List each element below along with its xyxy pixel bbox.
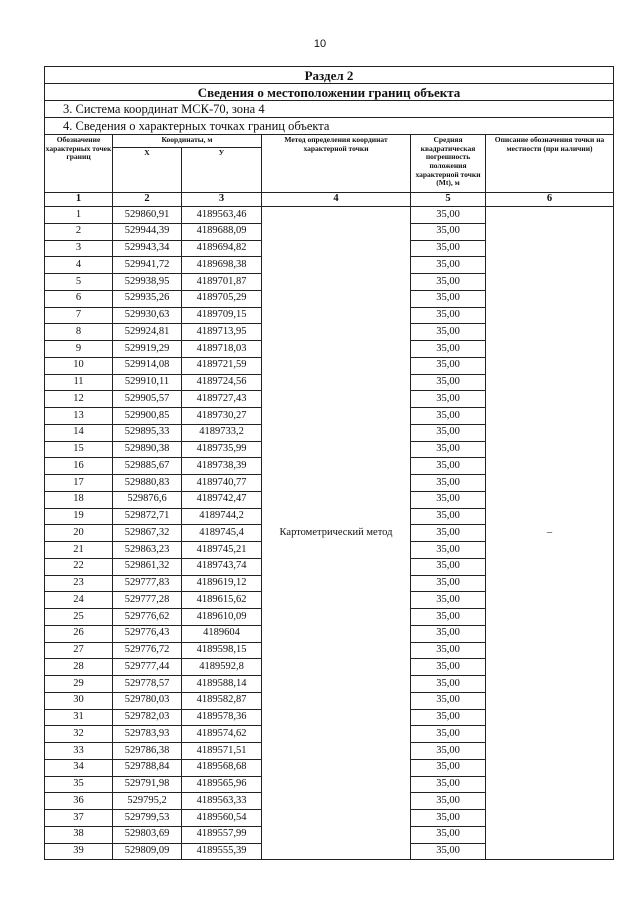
coord-x: 529890,38 xyxy=(113,441,182,458)
point-number: 22 xyxy=(45,558,113,575)
accuracy-value: 35,00 xyxy=(411,324,486,341)
accuracy-value: 35,00 xyxy=(411,575,486,592)
point-number: 16 xyxy=(45,458,113,475)
accuracy-value: 35,00 xyxy=(411,441,486,458)
point-number: 24 xyxy=(45,592,113,609)
coord-y: 4189694,82 xyxy=(182,240,262,257)
point-number: 6 xyxy=(45,290,113,307)
coord-x: 529938,95 xyxy=(113,274,182,291)
table-row xyxy=(45,207,614,224)
point-number: 17 xyxy=(45,475,113,492)
coord-y: 4189701,87 xyxy=(182,274,262,291)
accuracy-value: 35,00 xyxy=(411,341,486,358)
col-number: 2 xyxy=(113,193,182,207)
coord-x: 529876,6 xyxy=(113,491,182,508)
accuracy-value: 35,00 xyxy=(411,810,486,827)
coord-x: 529809,09 xyxy=(113,843,182,860)
coord-y: 4189619,12 xyxy=(182,575,262,592)
coord-x: 529935,26 xyxy=(113,290,182,307)
coord-x: 529795,2 xyxy=(113,793,182,810)
accuracy-value: 35,00 xyxy=(411,609,486,626)
coord-x: 529791,98 xyxy=(113,776,182,793)
coord-x: 529788,84 xyxy=(113,759,182,776)
point-number: 28 xyxy=(45,659,113,676)
coord-y: 4189560,54 xyxy=(182,810,262,827)
point-number: 33 xyxy=(45,743,113,760)
point-number: 1 xyxy=(45,207,113,224)
coord-x: 529944,39 xyxy=(113,223,182,240)
coord-y: 4189615,62 xyxy=(182,592,262,609)
point-number: 18 xyxy=(45,491,113,508)
col-number: 6 xyxy=(486,193,614,207)
coord-y: 4189721,59 xyxy=(182,357,262,374)
coord-x: 529930,63 xyxy=(113,307,182,324)
accuracy-value: 35,00 xyxy=(411,408,486,425)
coord-x: 529780,03 xyxy=(113,692,182,709)
accuracy-value: 35,00 xyxy=(411,491,486,508)
coord-x: 529910,11 xyxy=(113,374,182,391)
accuracy-value: 35,00 xyxy=(411,692,486,709)
col-number: 1 xyxy=(45,193,113,207)
accuracy-value: 35,00 xyxy=(411,207,486,224)
coord-x: 529863,23 xyxy=(113,542,182,559)
coord-x: 529895,33 xyxy=(113,424,182,441)
point-number: 35 xyxy=(45,776,113,793)
point-number: 11 xyxy=(45,374,113,391)
accuracy-value: 35,00 xyxy=(411,676,486,693)
coord-x: 529776,62 xyxy=(113,609,182,626)
coord-y: 4189578,36 xyxy=(182,709,262,726)
section-title: Раздел 2 xyxy=(45,67,614,84)
coord-x: 529880,83 xyxy=(113,475,182,492)
point-number: 26 xyxy=(45,625,113,642)
accuracy-value: 35,00 xyxy=(411,223,486,240)
point-number: 13 xyxy=(45,408,113,425)
coord-y: 4189743,74 xyxy=(182,558,262,575)
page-number: 10 xyxy=(313,38,327,50)
coord-x: 529943,34 xyxy=(113,240,182,257)
accuracy-value: 35,00 xyxy=(411,307,486,324)
coord-y: 4189563,33 xyxy=(182,793,262,810)
coord-x: 529924,81 xyxy=(113,324,182,341)
point-number: 19 xyxy=(45,508,113,525)
accuracy-value: 35,00 xyxy=(411,274,486,291)
accuracy-value: 35,00 xyxy=(411,508,486,525)
point-number: 8 xyxy=(45,324,113,341)
accuracy-value: 35,00 xyxy=(411,542,486,559)
accuracy-value: 35,00 xyxy=(411,290,486,307)
accuracy-value: 35,00 xyxy=(411,525,486,542)
coord-x: 529782,03 xyxy=(113,709,182,726)
coord-y: 4189698,38 xyxy=(182,257,262,274)
header-y: У xyxy=(182,148,262,193)
header-coordinates: Координаты, м xyxy=(113,135,262,148)
coord-y: 4189598,15 xyxy=(182,642,262,659)
point-number: 12 xyxy=(45,391,113,408)
point-number: 37 xyxy=(45,810,113,827)
coord-y: 4189713,95 xyxy=(182,324,262,341)
section-subtitle: Сведения о местоположении границ объекта xyxy=(45,84,614,101)
accuracy-value: 35,00 xyxy=(411,257,486,274)
point-number: 15 xyxy=(45,441,113,458)
accuracy-value: 35,00 xyxy=(411,475,486,492)
point-number: 36 xyxy=(45,793,113,810)
coord-x: 529919,29 xyxy=(113,341,182,358)
coord-y: 4189738,39 xyxy=(182,458,262,475)
point-number: 38 xyxy=(45,826,113,843)
coord-x: 529900,85 xyxy=(113,408,182,425)
point-number: 23 xyxy=(45,575,113,592)
point-number: 39 xyxy=(45,843,113,860)
coord-x: 529776,43 xyxy=(113,625,182,642)
coord-y: 4189740,77 xyxy=(182,475,262,492)
point-number: 25 xyxy=(45,609,113,626)
coord-x: 529777,44 xyxy=(113,659,182,676)
description-cell: – xyxy=(486,207,614,860)
header-description: Описание обозначения точки на местности (при наличии) xyxy=(486,135,614,193)
coord-x: 529872,71 xyxy=(113,508,182,525)
coord-y: 4189735,99 xyxy=(182,441,262,458)
point-number: 34 xyxy=(45,759,113,776)
point-number: 21 xyxy=(45,542,113,559)
boundary-points-table xyxy=(44,66,614,860)
coord-y: 4189730,27 xyxy=(182,408,262,425)
point-number: 3 xyxy=(45,240,113,257)
points-info-line: 4. Сведения о характерных точках границ объекта xyxy=(45,118,614,135)
coord-x: 529867,32 xyxy=(113,525,182,542)
method-cell: Картометрический метод xyxy=(262,207,411,860)
coord-x: 529914,08 xyxy=(113,357,182,374)
coord-x: 529783,93 xyxy=(113,726,182,743)
accuracy-value: 35,00 xyxy=(411,642,486,659)
point-number: 14 xyxy=(45,424,113,441)
accuracy-value: 35,00 xyxy=(411,709,486,726)
coord-x: 529803,69 xyxy=(113,826,182,843)
point-number: 2 xyxy=(45,223,113,240)
coord-x: 529885,67 xyxy=(113,458,182,475)
coord-x: 529778,57 xyxy=(113,676,182,693)
header-point-designation: Обозначение характерных точек границ xyxy=(45,135,113,193)
accuracy-value: 35,00 xyxy=(411,374,486,391)
coord-x: 529786,38 xyxy=(113,743,182,760)
accuracy-value: 35,00 xyxy=(411,458,486,475)
point-number: 5 xyxy=(45,274,113,291)
coord-y: 4189582,87 xyxy=(182,692,262,709)
coord-y: 4189718,03 xyxy=(182,341,262,358)
coordinate-system-line: 3. Система координат МСК-70, зона 4 xyxy=(45,101,614,118)
coord-x: 529860,91 xyxy=(113,207,182,224)
accuracy-value: 35,00 xyxy=(411,759,486,776)
accuracy-value: 35,00 xyxy=(411,659,486,676)
coord-y: 4189733,2 xyxy=(182,424,262,441)
point-number: 31 xyxy=(45,709,113,726)
accuracy-value: 35,00 xyxy=(411,357,486,374)
coord-x: 529777,28 xyxy=(113,592,182,609)
coord-x: 529777,83 xyxy=(113,575,182,592)
header-x: X xyxy=(113,148,182,193)
coord-y: 4189709,15 xyxy=(182,307,262,324)
accuracy-value: 35,00 xyxy=(411,424,486,441)
coord-y: 4189574,62 xyxy=(182,726,262,743)
accuracy-value: 35,00 xyxy=(411,743,486,760)
coord-y: 4189742,47 xyxy=(182,491,262,508)
point-number: 7 xyxy=(45,307,113,324)
coord-x: 529799,53 xyxy=(113,810,182,827)
coord-y: 4189565,96 xyxy=(182,776,262,793)
accuracy-value: 35,00 xyxy=(411,592,486,609)
coord-y: 4189727,43 xyxy=(182,391,262,408)
coord-y: 4189610,09 xyxy=(182,609,262,626)
coord-y: 4189588,14 xyxy=(182,676,262,693)
col-number: 5 xyxy=(411,193,486,207)
coord-y: 4189745,4 xyxy=(182,525,262,542)
point-number: 20 xyxy=(45,525,113,542)
coord-x: 529776,72 xyxy=(113,642,182,659)
col-number: 3 xyxy=(182,193,262,207)
point-number: 27 xyxy=(45,642,113,659)
point-number: 32 xyxy=(45,726,113,743)
coord-x: 529941,72 xyxy=(113,257,182,274)
coord-y: 4189604 xyxy=(182,625,262,642)
accuracy-value: 35,00 xyxy=(411,726,486,743)
accuracy-value: 35,00 xyxy=(411,776,486,793)
point-number: 4 xyxy=(45,257,113,274)
coord-y: 4189705,29 xyxy=(182,290,262,307)
header-method: Метод определения координат характерной точки xyxy=(262,135,411,193)
coord-y: 4189688,09 xyxy=(182,223,262,240)
accuracy-value: 35,00 xyxy=(411,826,486,843)
coord-y: 4189724,56 xyxy=(182,374,262,391)
coord-y: 4189568,68 xyxy=(182,759,262,776)
point-number: 10 xyxy=(45,357,113,374)
header-accuracy: Средняя квадратическая погрешность положения характерной точки (Mt), м xyxy=(411,135,486,193)
coord-y: 4189557,99 xyxy=(182,826,262,843)
accuracy-value: 35,00 xyxy=(411,625,486,642)
coord-y: 4189592,8 xyxy=(182,659,262,676)
coord-y: 4189555,39 xyxy=(182,843,262,860)
coord-y: 4189571,51 xyxy=(182,743,262,760)
accuracy-value: 35,00 xyxy=(411,843,486,860)
accuracy-value: 35,00 xyxy=(411,391,486,408)
point-number: 29 xyxy=(45,676,113,693)
coord-x: 529905,57 xyxy=(113,391,182,408)
accuracy-value: 35,00 xyxy=(411,240,486,257)
col-number: 4 xyxy=(262,193,411,207)
accuracy-value: 35,00 xyxy=(411,558,486,575)
coord-y: 4189744,2 xyxy=(182,508,262,525)
point-number: 30 xyxy=(45,692,113,709)
coord-x: 529861,32 xyxy=(113,558,182,575)
coord-y: 4189745,21 xyxy=(182,542,262,559)
point-number: 9 xyxy=(45,341,113,358)
coord-y: 4189563,46 xyxy=(182,207,262,224)
accuracy-value: 35,00 xyxy=(411,793,486,810)
